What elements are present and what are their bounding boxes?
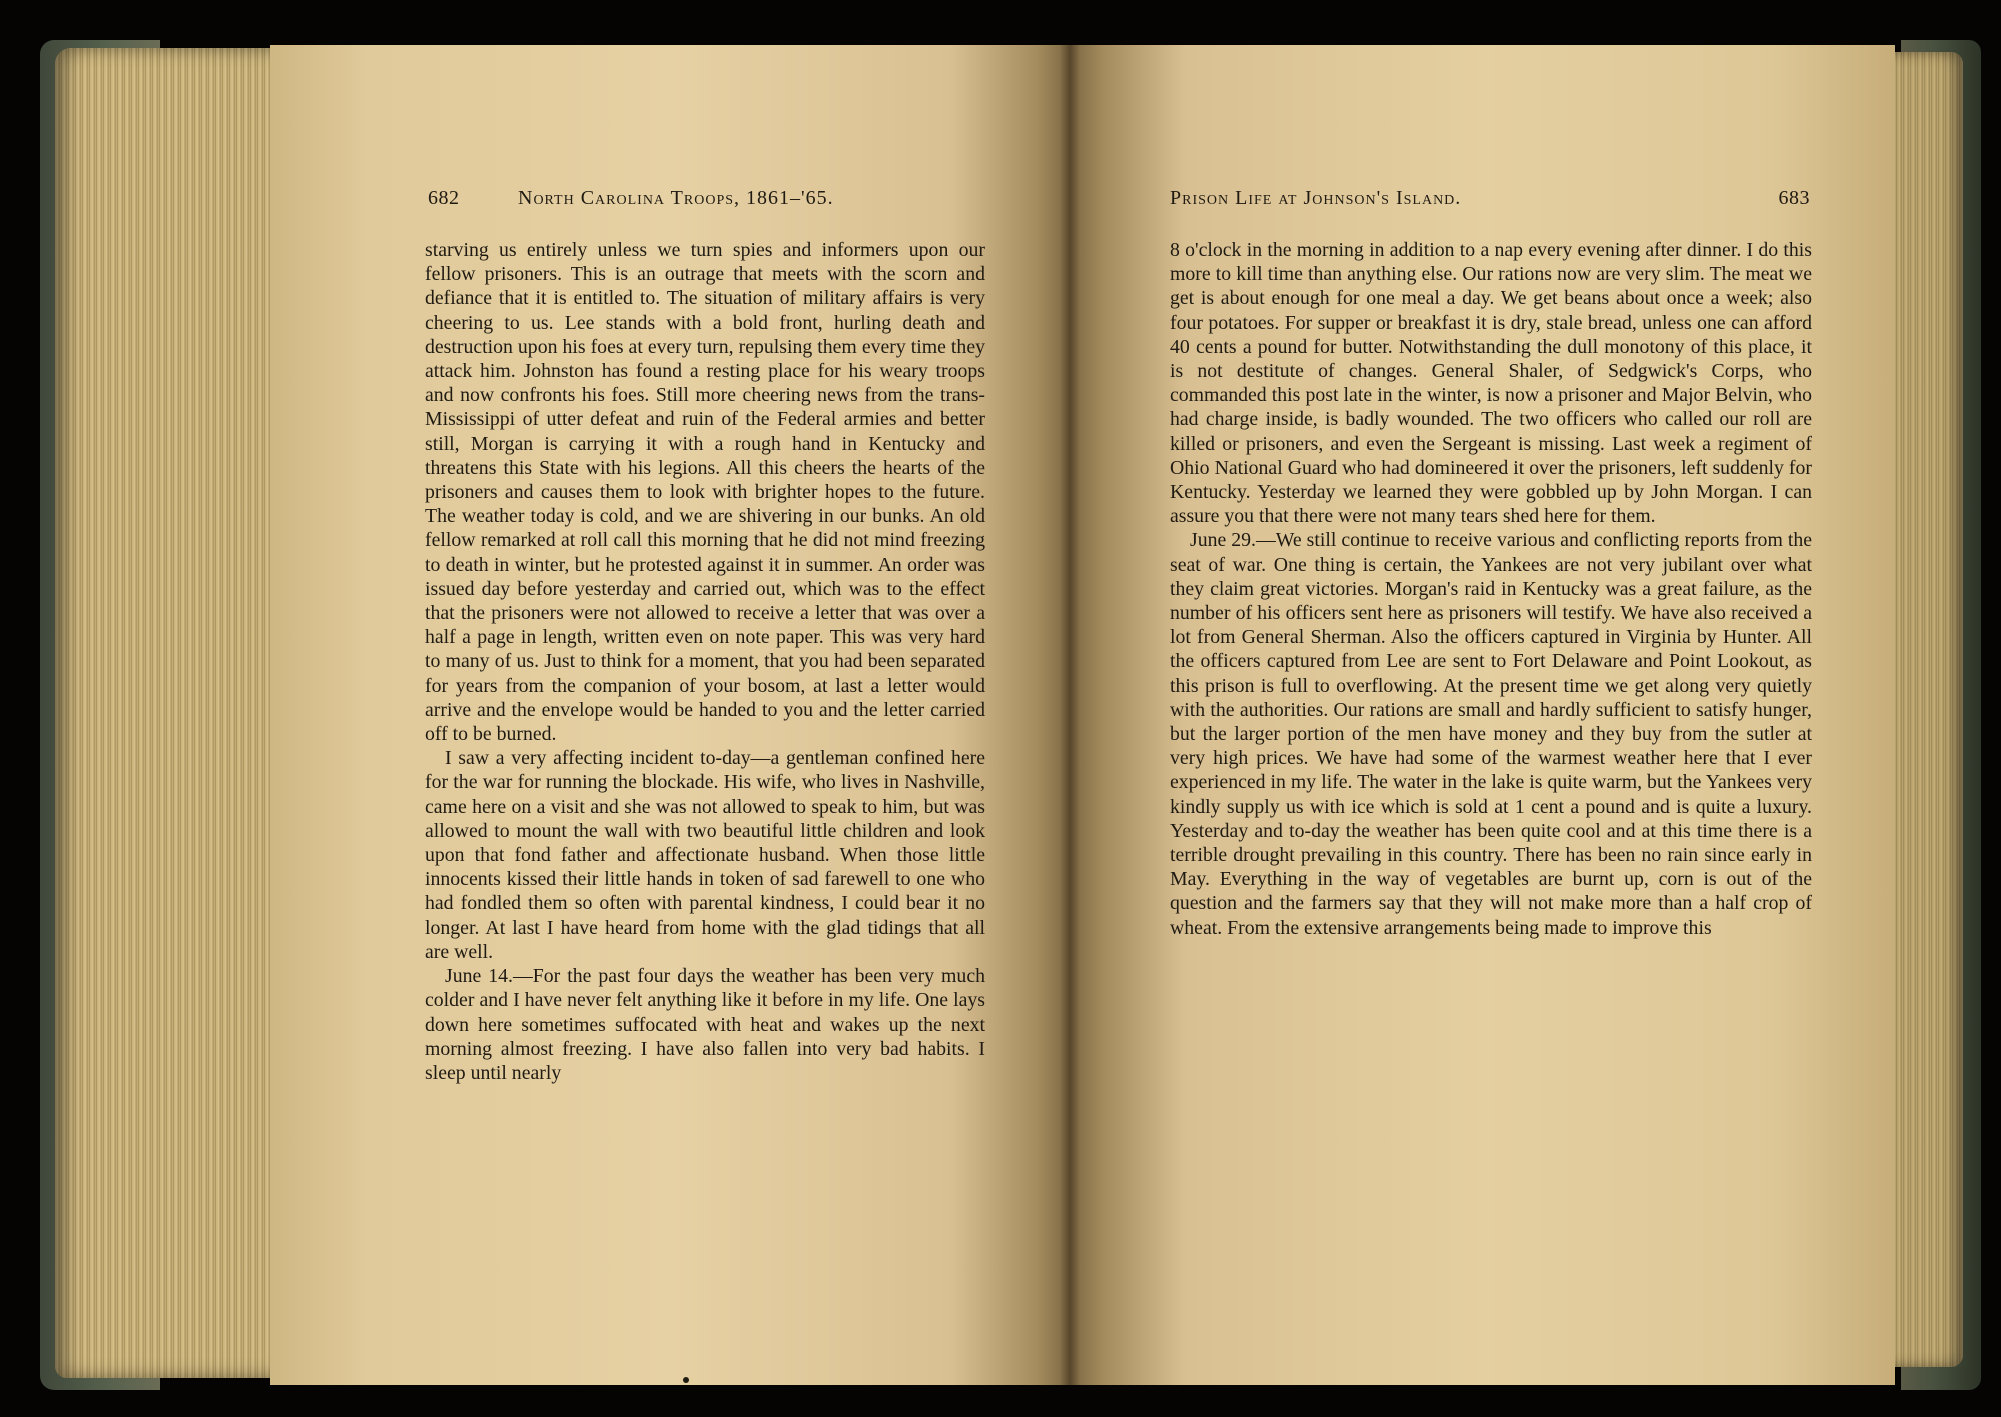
- right-paragraph-2: June 29.—We still continue to receive various and conflicting reports from the seat of war. One thing is certain, the Yankees are not very jubilant over what they claim great victories. Morgan's raid in Kentucky was a great failure, as the number of his officers sent here as prisoners will testify. We have also received a lot from General Sherman. Also the officers captured in Virginia by Hunter. All the officers captured from Lee are sent to Fort Delaware and Point Lookout, as this prison is full to overflowing. At the present time we get along very quietly with the authorities. Our rations are small and hardly sufficient to satisfy hunger, but the larger portion of the men have money and they buy from the sutler at very high prices. We have had some of the warmest weather here that I ever experienced in my life. The water in the lake is quite warm, but the Yankees very kindly supply us with ice which is sold at 1 cent a pound and is quite a luxury. Yesterday and to-day the weather has been quite cool and at this time there is a terrible drought prevailing in this country. There has been no rain since early in May. Everything in the way of vegetables are burnt up, corn is out of the question and the farmers say that they will not make more than a half crop of wheat. From the extensive arrangements being made to improve this: [1170, 529, 1812, 939]
- left-running-title: North Carolina Troops, 1861–'65.: [518, 187, 834, 209]
- left-page: [270, 45, 1070, 1385]
- right-page: [1070, 45, 1895, 1385]
- book-gutter: [1060, 45, 1080, 1385]
- right-page-edges: [1883, 52, 1963, 1367]
- right-page-number: 683: [1778, 187, 1810, 209]
- printer-mark: [683, 1377, 689, 1383]
- right-running-title: Prison Life at Johnson's Island.: [1170, 187, 1462, 209]
- right-paragraph-1: 8 o'clock in the morning in addition to a nap every evening after dinner. I do this more to kill time than anything else. Our rations now are very slim. The meat we get is about enough for one meal a day. We get beans about once a week; also four potatoes. For supper or breakfast it is dry, stale bread, unless one can afford 40 cents a pound for butter. Notwithstanding the dull monotony of this place, it is not destitute of changes. General Shaler, of Sedgwick's Corps, who commanded this post late in the winter, is now a prisoner and Major Belvin, who had charge inside, is badly wounded. The two officers who called our roll are killed or prisoners, and even the Sergeant is missing. Last week a regiment of Ohio National Guard who had domineered it over the prisoners, left suddenly for Kentucky. Yesterday we learned they were gobbled up by John Morgan. I can assure you that there were not many tears shed here for them.: [1170, 239, 1812, 528]
- left-page-body: [425, 238, 985, 1085]
- left-paragraph-3: June 14.—For the past four days the weather has been very much colder and I have never felt anything like it before in my life. One lays down here sometimes suffocated with heat and wakes up the next morning almost freezing. I have also fallen into very bad habits. I sleep until nearly: [425, 965, 985, 1084]
- right-page-body: [1170, 238, 1812, 940]
- left-paragraph-1: starving us entirely unless we turn spies and informers upon our fellow prisoners. This is an outrage that meets with the scorn and defiance that it is entitled to. The situation of military affairs is very cheering to us. Lee stands with a bold front, hurling death and destruction upon his foes at every turn, repulsing them every time they attack him. Johnston has found a resting place for his weary troops and now confronts his foes. Still more cheering news from the trans-Mississippi of utter defeat and ruin of the Federal armies and better still, Morgan is carrying it with a rough hand in Kentucky and threatens this State with his legions. All this cheers the hearts of the prisoners and causes them to look with brighter hopes to the future. The weather today is cold, and we are shivering in our bunks. An old fellow remarked at roll call this morning that he did not mind freezing to death in winter, but he protested against it in summer. An order was issued day before yesterday and carried out, which was to the effect that the prisoners were not allowed to receive a letter that was over a half a page in length, written even on note paper. This was very hard to many of us. Just to think for a moment, that you had been separated for years from the companion of your bosom, at last a letter would arrive and the envelope would be handed to you and the letter carried off to be burned.: [425, 239, 985, 746]
- left-page-number: 682: [428, 187, 460, 209]
- left-page-edges: [55, 48, 285, 1378]
- left-paragraph-2: I saw a very affecting incident to-day—a gentleman confined here for the war for running the blockade. His wife, who lives in Nashville, came here on a visit and she was not allowed to speak to him, but was allowed to mount the wall with two beautiful little children and look upon that fond father and affectionate husband. When those little innocents kissed their little hands in token of sad farewell to one who had fondled them so often with parental kindness, I could bear it no longer. At last I have heard from home with the glad tidings that all are well.: [425, 747, 985, 963]
